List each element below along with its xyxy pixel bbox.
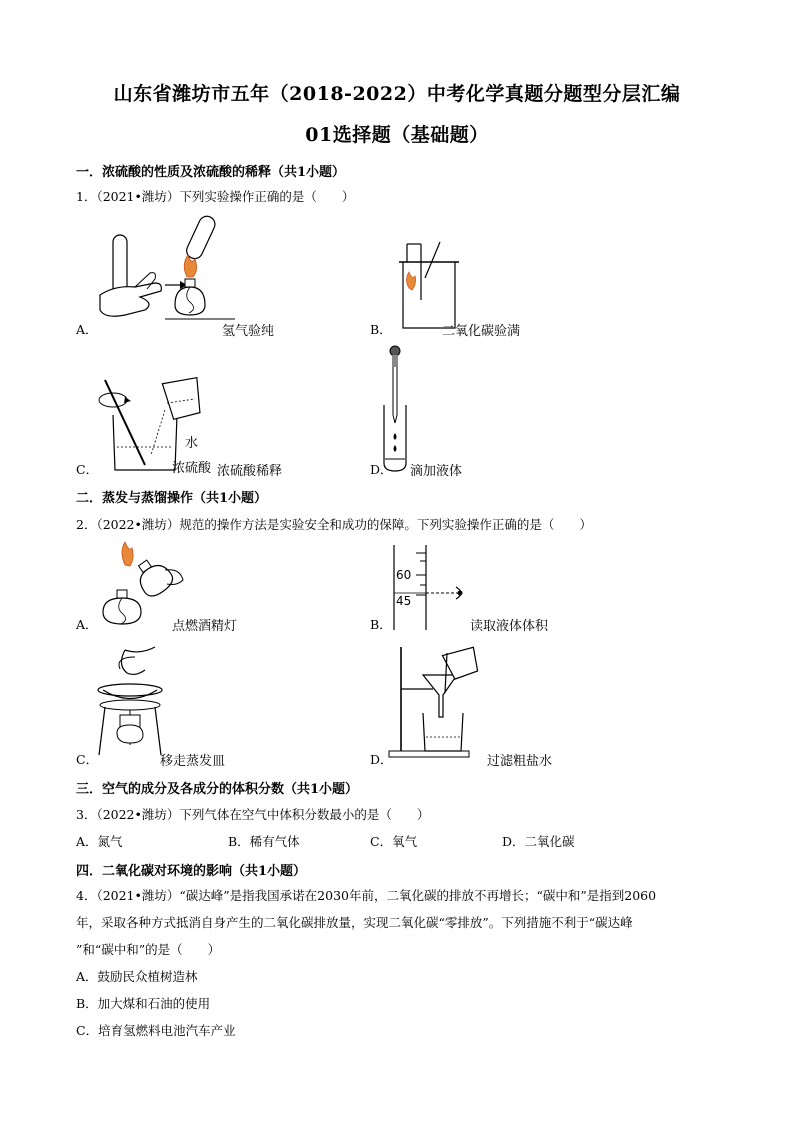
- q3-option-a[interactable]: A．氮气: [76, 834, 123, 849]
- q2-option-c-letter[interactable]: C．: [76, 752, 99, 767]
- q2-option-a-caption: 点燃酒精灯: [172, 619, 238, 634]
- question-2-stem: 2．（2022•潍坊）规范的操作方法是实验安全和成功的保障。下列实验操作正确的是（ ）: [76, 517, 592, 532]
- question-4-stem-line-2: 年，采取各种方式抵消自身产生的二氧化碳排放量，实现二氧化碳“零排放”。下列措施不利于“碳达峰: [76, 915, 633, 930]
- co2-test-figure: [395, 240, 465, 332]
- evaporating-dish-figure: [95, 645, 170, 765]
- question-4-stem-line-1: 4．（2021•潍坊）“碳达峰”是指我国承诺在2030年前，二氧化碳的排放不再增长；“碳中和”是指到2060: [76, 888, 657, 903]
- q3-option-c[interactable]: C．氧气: [370, 834, 418, 849]
- section-heading-3: 三．空气的成分及各成分的体积分数（共1小题）: [76, 782, 359, 797]
- section-heading-1: 一．浓硫酸的性质及浓硫酸的稀释（共1小题）: [76, 165, 346, 180]
- q1-option-b-caption: 二氧化碳验满: [442, 324, 521, 339]
- q3-option-b[interactable]: B．稀有气体: [228, 834, 300, 849]
- q1-option-c-letter[interactable]: C．: [76, 462, 99, 477]
- q1-option-d-letter[interactable]: D．: [370, 462, 393, 477]
- q1-option-b-letter[interactable]: B．: [370, 322, 392, 337]
- q3-option-d[interactable]: D．二氧化碳: [502, 834, 575, 849]
- q1-option-c-acid-label: 浓硫酸: [172, 461, 212, 476]
- question-1-stem: 1．（2021•潍坊）下列实验操作正确的是（ ）: [76, 189, 355, 204]
- scale-mark-60: 60: [396, 568, 412, 582]
- scale-mark-45: 45: [396, 594, 412, 608]
- q2-option-b-caption: 读取液体体积: [470, 619, 549, 634]
- q2-option-b-letter[interactable]: B．: [370, 617, 392, 632]
- water-label: 水: [185, 436, 199, 451]
- hydrogen-test-figure: [95, 215, 235, 330]
- q2-option-a-letter[interactable]: A．: [76, 617, 98, 632]
- filtration-figure: [385, 645, 485, 765]
- section-heading-4: 四．二氧化碳对环境的影响（共1小题）: [76, 864, 307, 879]
- q4-option-c[interactable]: C．培育氢燃料电池汽车产业: [76, 1023, 236, 1038]
- q1-option-d-caption: 滴加液体: [410, 464, 463, 479]
- dropper-figure: [380, 345, 410, 475]
- q2-option-d-caption: 过滤粗盐水: [487, 754, 553, 769]
- question-4-stem-line-3: ”和“碳中和”的是（ ）: [76, 942, 221, 957]
- q1-option-a-caption: 氢气验纯: [222, 324, 275, 339]
- document-title: 山东省潍坊市五年（2018-2022）中考化学真题分题型分层汇编: [113, 83, 681, 105]
- document-subtitle: 01选择题（基础题）: [305, 124, 489, 146]
- q2-option-c-caption: 移走蒸发皿: [160, 754, 226, 769]
- graduated-cylinder-figure: [390, 545, 480, 630]
- q1-option-a-letter[interactable]: A．: [76, 322, 98, 337]
- q1-option-c-caption: 浓硫酸稀释: [217, 464, 283, 479]
- q4-option-b[interactable]: B．加大煤和石油的使用: [76, 996, 211, 1011]
- q4-option-a[interactable]: A．鼓励民众植树造林: [76, 969, 198, 984]
- section-heading-2: 二．蒸发与蒸馏操作（共1小题）: [76, 491, 268, 506]
- question-3-stem: 3．（2022•潍坊）下列气体在空气中体积分数最小的是（ ）: [76, 807, 430, 822]
- q2-option-d-letter[interactable]: D．: [370, 752, 393, 767]
